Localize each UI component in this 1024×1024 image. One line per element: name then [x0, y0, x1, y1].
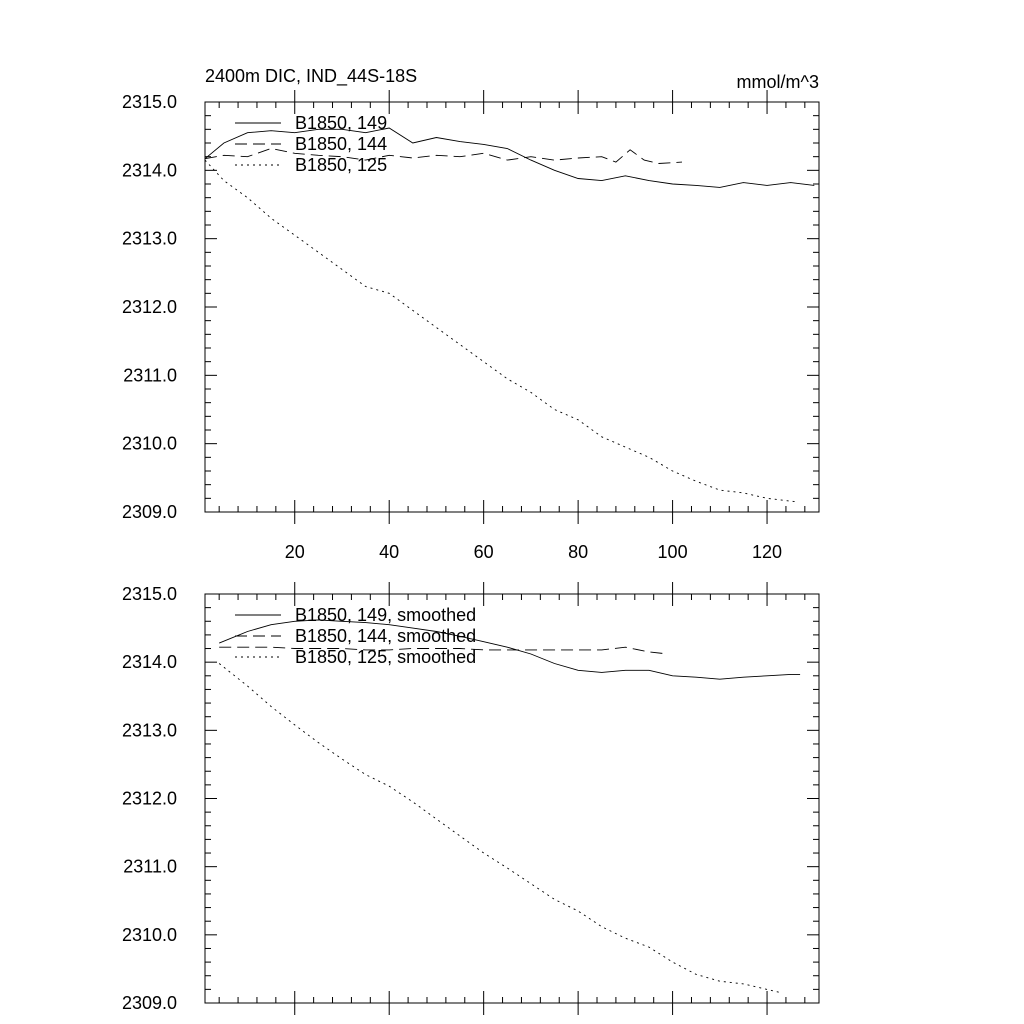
- y-tick-label: 2309.0: [121, 993, 177, 1013]
- y-tick-label: 2315.0: [121, 92, 177, 112]
- x-tick-label: 80: [568, 542, 589, 562]
- legend-label: B1850, 144, smoothed: [295, 626, 477, 646]
- units-label: mmol/m^3: [736, 72, 819, 92]
- y-tick-label: 2313.0: [121, 228, 177, 249]
- legend: [235, 605, 476, 667]
- chart-panel-2: [122, 582, 819, 1015]
- chart-title: 2400m DIC, IND_44S-18S: [205, 66, 418, 86]
- x-tick-label: 60: [473, 542, 494, 562]
- y-tick-label: 2309.0: [121, 502, 177, 522]
- x-tick-label: 40: [379, 542, 400, 562]
- x-tick-label: 120: [752, 542, 783, 562]
- y-tick-label: 2310.0: [121, 433, 177, 454]
- legend-label: B1850, 125: [295, 155, 388, 175]
- x-tick-label: 20: [284, 542, 305, 562]
- legend-label: B1850, 144: [295, 134, 388, 154]
- chart-panel-1: [122, 66, 819, 562]
- y-tick-label: 2314.0: [121, 652, 177, 673]
- y-tick-label: 2315.0: [121, 584, 177, 604]
- y-tick-label: 2312.0: [121, 788, 177, 809]
- y-tick-label: 2312.0: [121, 297, 177, 317]
- legend-label: B1850, 149: [295, 113, 388, 133]
- y-tick-label: 2311.0: [123, 856, 177, 877]
- legend-label: B1850, 149, smoothed: [295, 605, 477, 625]
- y-tick-label: 2313.0: [121, 720, 177, 741]
- y-tick-label: 2310.0: [121, 924, 177, 945]
- series-line-3: [219, 664, 781, 993]
- x-tick-label: 100: [657, 542, 688, 562]
- y-tick-label: 2314.0: [121, 160, 177, 181]
- series-line-3: [205, 160, 795, 502]
- legend: [235, 113, 387, 175]
- series-line-2: [205, 149, 682, 164]
- legend-label: B1850, 125, smoothed: [295, 647, 477, 667]
- y-tick-label: 2311.0: [123, 365, 177, 386]
